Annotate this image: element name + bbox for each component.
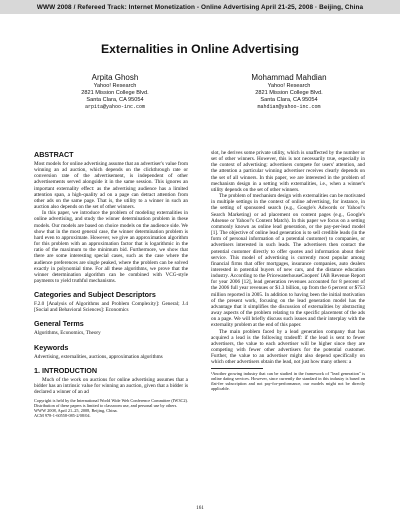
body-paragraph: The problem of mechanism design with externalities can be motivated in multiple settings in the context of online advertising, for instance, in the setting of sponsored search (e.g., Google's Adwords or Yahoo!'s Search Marketing) or ad placement on content pages (e.g., Google's Adsense or Yahoo!'s Content Match). In this paper we focus on a setting commonly known as online lead generation, or the pay-per-lead model [1]. The objective of online lead generation is to sell credible leads (in the form of personal information of a potential customer) to companies, or advertisers interested in such leads. The advertisers then contact the potential customer directly to offer quotes and information about their service. This model of advertising is currently most popular among financial firms that offer mortgages, insurance companies, auto dealers interested in potential buyers of new cars, and the distance education industry. According to the PricewaterhouseCoopers' IAB Revenue Report for year 2006 [12], lead generation revenues accounted for 8 percent of the 2006 full year revenues or $1.3 billion, up from the 6 percent or $753 million reported in 2005. In addition to having been the initial motivation of the present work, focusing on the lead generation model has the advantage that it simplifies the discussion of externalities by abstracting away aspects of the problem relating to the specific placement of the ads on a page. We will briefly discuss such issues and their interplay with the externality problem at the end of this paper. [211,193,365,329]
categories-text: F.2.0 [Analysis of Algorithms and Problem Complexity]: General; J.4 [Social and Behavioral Sciences]: Economics [34,301,188,314]
footnote: ¹Another growing industry that can be studied in the framework of "lead generation" is online dating services. However, since currently the standard in this industry is based on flat-fee subscription and not pay-for-performance, our models might not be directly applicable. [211,371,365,392]
footnote-rule [211,368,263,369]
body-paragraph: slot, he derives some private utility, which is unaffected by the number or set of other winners. However, this is not necessarily true, especially in the context of advertising: advertisers compete for users' attention, and the attention a particular winning advertiser receives clearly depends on the set of all winners. In this paper, we are interested in the problem of mechanism design in a setting with externalities, i.e., when a winner's utility depends on the set of other winners. [211,150,365,193]
right-column [211,150,365,391]
page-number: 161 [196,505,204,511]
author-address: 2821 Mission College Blvd. [81,89,149,96]
author-city: Santa Clara, CA 95054 [260,96,318,103]
author-org: Yahoo! Research [267,83,311,89]
general-terms-heading: General Terms [34,319,84,329]
author-city: Santa Clara, CA 95054 [86,96,144,103]
abstract-paragraph: In this paper, we introduce the problem of modeling externalities in online advertising, and study the winner determination problem in these models. Our models are based on choice models on the audience side. We show that in the most general case, the winner determination problem is hard even to approximate. However, we give an approximation algorithm for this problem with an approximation factor that is logarithmic in the ratio of the maximum to the minimum bid. Furthermore, we show that there are some interesting special cases, such as the case where the audience preferences are single peaked, where the problem can be solved exactly in polynomial time. For all these algorithms, we prove that the winner determination algorithm can be combined with VCG-style payments to yield truthful mechanisms. [34,210,188,284]
author-org: Yahoo! Research [93,83,137,89]
author-address: 2821 Mission College Blvd. [255,89,323,96]
acm-isbn: ACM 978-1-60558-085-2/08/04. [34,413,91,419]
abstract-paragraph: Most models for online advertising assume that an advertiser's value from winning an ad auction, which depends on the clickthrough rate or conversion rate of the advertisement, is independent of other advertisements served alongside it in the same session. This ignores an important externality effect: as the advertising audience has a limited attention span, a high-quality ad on a page can detract attention from other ads on the same page. That is, the utility to a winner in such an auction also depends on the set of other winners. [34,161,188,211]
author-email: mahdian@yahoo-inc.com [257,103,321,110]
author-name: Mohammad Mahdian [251,73,327,82]
copyright-notice: Copyright is held by the International World Wide Web Conference Committee (IW3C2). Distribution of these papers is limited to classroom use, and personal use by others. [34,398,188,409]
author-email: arpita@yahoo-inc.com [84,103,145,110]
author-block-2 [214,73,364,111]
paper-title: Externalities in Online Advertising [101,42,299,56]
introduction-paragraph: Much of the work on auctions for online advertising assumes that a bidder has an intrinsic value for winning an auction, given that a bidder is declared a winner of an ad [34,376,188,396]
body-paragraph: The main problem faced by a lead generation company that has acquired a lead is the following tradeoff: if the lead is sent to fewer advertisers, the value to each advertiser will be higher since they are competing with fewer other advertisers for the potential customer. Further, the value to an advertiser might also depend specifically on which other advertisers obtain the lead, not just how many others: a [211,328,365,366]
introduction-heading: 1. INTRODUCTION [34,365,98,375]
categories-heading: Categories and Subject Descriptors [34,290,156,300]
author-name: Arpita Ghosh [91,73,139,82]
general-terms-text: Algorithms, Economics, Theory [34,330,101,337]
keywords-text: Advertising, externalities, auctions, approximation algorithms [34,353,163,360]
left-column [34,150,188,418]
conference-notice: WWW 2008, April 21–25, 2008, Beijing, China. [34,408,118,414]
abstract-heading: ABSTRACT [34,150,74,159]
author-block-1 [40,73,190,111]
conference-banner: WWW 2008 / Refereed Track: Internet Monetization - Online Advertising April 21-25, 2008 · Beijing, China [0,0,400,14]
keywords-heading: Keywords [34,342,69,352]
